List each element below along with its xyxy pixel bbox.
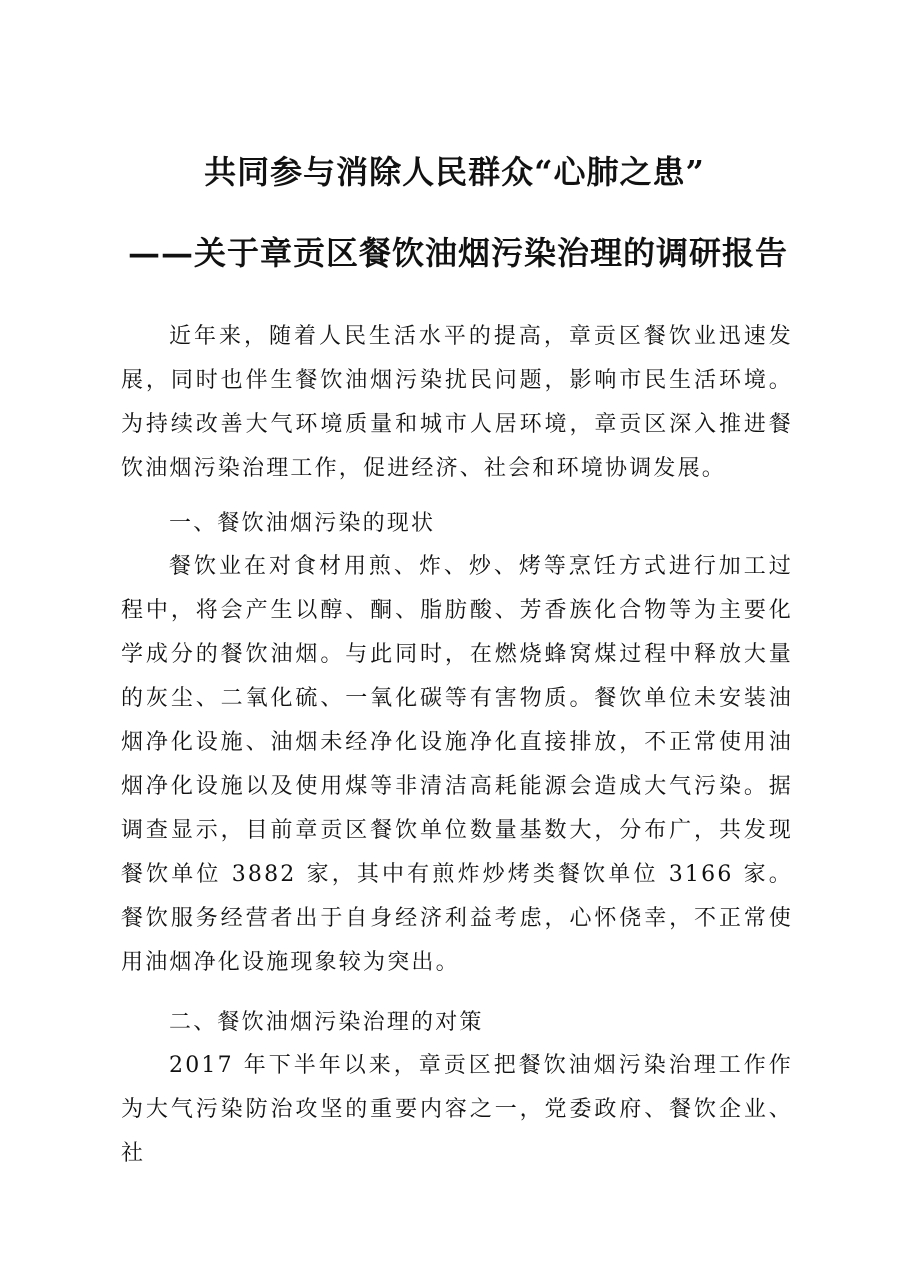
section-2-heading: 二、餐饮油烟污染治理的对策 [169, 1010, 484, 1035]
section-2-paragraph: 2017 年下半年以来，章贡区把餐饮油烟污染治理工作作为大气污染防治攻坚的重要内容之一，党委政府、餐饮企业、社 [121, 1053, 793, 1166]
section-1-paragraph: 餐饮业在对食材用煎、炸、炒、烤等烹饪方式进行加工过程中，将会产生以醇、酮、脂肪酸、芳香族化合物等为主要化学成分的餐饮油烟。与此同时，在燃烧蜂窝煤过程中释放大量的灰尘、二氧化硫、一氧化碳等有害物质。餐饮单位未安装油烟净化设施、油烟未经净化设施净化直接排放，不正常使用油烟净化设施以及使用煤等非清洁高耗能源会造成大气污染。据调查显示，目前章贡区餐饮单位数量基数大，分布广，共发现餐饮单位 3882 家，其中有煎炸炒烤类餐饮单位 3166 家。餐饮服务经营者出于自身经济利益考虑，心怀侥幸，不正常使用油烟净化设施现象较为突出。 [121, 554, 793, 975]
document-title: 共同参与消除人民群众“心肺之患” [204, 153, 705, 191]
section-1-heading: 一、餐饮油烟污染的现状 [169, 511, 436, 536]
document-subtitle: ——关于章贡区餐饮油烟污染治理的调研报告 [127, 234, 788, 272]
intro-paragraph: 近年来，随着人民生活水平的提高，章贡区餐饮业迅速发展，同时也伴生餐饮油烟污染扰民问题，影响市民生活环境。为持续改善大气环境质量和城市人居环境，章贡区深入推进餐饮油烟污染治理工作，促进经济、社会和环境协调发展。 [121, 324, 793, 481]
